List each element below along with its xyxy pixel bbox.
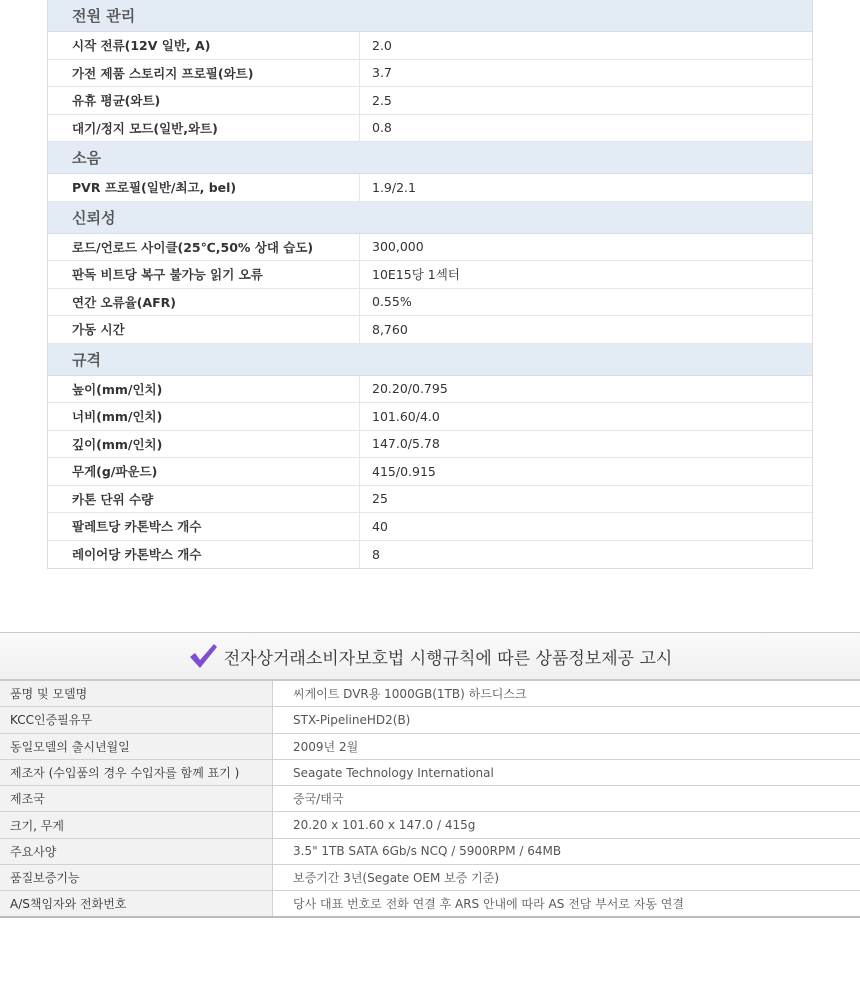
notice-label: A/S책임자와 전화번호 [0, 891, 273, 915]
notice-row [0, 707, 860, 733]
spec-row [48, 60, 812, 88]
spec-value: 8,760 [372, 321, 408, 337]
notice-value: 당사 대표 번호로 전화 연결 후 ARS 안내에 따라 AS 전담 부서로 자동 연결 [293, 897, 684, 912]
spec-row [48, 87, 812, 115]
spec-value: 10E15당 1섹터 [372, 267, 460, 283]
spec-row [48, 234, 812, 262]
notice-row [0, 760, 860, 786]
notice-value: Seagate Technology International [293, 765, 494, 780]
notice-value: 중국/태국 [293, 792, 344, 807]
spec-label: 시작 전류(12V 일반, A) [48, 32, 360, 59]
spec-label: PVR 프로필(일반/최고, bel) [48, 174, 360, 201]
notice-value: STX-PipelineHD2(B) [293, 712, 411, 727]
section-header: 소음 [48, 142, 812, 174]
notice-label: 품질보증기능 [0, 865, 273, 890]
spec-value: 0.8 [372, 120, 392, 136]
spec-value: 300,000 [372, 239, 424, 255]
spec-label: 레이어당 카톤박스 개수 [48, 541, 360, 569]
spec-value: 101.60/4.0 [372, 408, 440, 424]
spec-label: 가동 시간 [48, 316, 360, 343]
spec-row [48, 486, 812, 514]
notice-row [0, 839, 860, 865]
notice-label: 동일모델의 출시년월일 [0, 734, 273, 759]
product-info-notice [0, 632, 860, 918]
spec-table [47, 0, 813, 569]
notice-row [0, 891, 860, 917]
spec-value: 20.20/0.795 [372, 381, 448, 397]
spec-label: 로드/언로드 사이클(25℃,50% 상대 습도) [48, 234, 360, 261]
spec-row [48, 316, 812, 344]
spec-row [48, 513, 812, 541]
section-header: 신뢰성 [48, 202, 812, 234]
spec-label: 가전 제품 스토리지 프로필(와트) [48, 60, 360, 87]
spec-value: 1.9/2.1 [372, 179, 416, 195]
notice-label: 크기, 무게 [0, 812, 273, 837]
spec-row [48, 376, 812, 404]
spec-label: 판독 비트당 복구 불가능 읽기 오류 [48, 261, 360, 288]
spec-label: 높이(mm/인치) [48, 376, 360, 403]
spec-row [48, 32, 812, 60]
spec-row [48, 458, 812, 486]
notice-value: 2009년 2월 [293, 739, 359, 754]
spec-row [48, 431, 812, 459]
spec-value: 8 [372, 546, 380, 562]
spec-value: 415/0.915 [372, 463, 436, 479]
notice-row [0, 865, 860, 891]
spec-value: 2.0 [372, 37, 392, 53]
spec-label: 유휴 평균(와트) [48, 87, 360, 114]
spec-label: 대기/정지 모드(일반,와트) [48, 115, 360, 142]
spec-value: 147.0/5.78 [372, 436, 440, 452]
check-mark-icon [188, 642, 218, 670]
spec-label: 깊이(mm/인치) [48, 431, 360, 458]
notice-title-bar [0, 633, 860, 681]
notice-row [0, 786, 860, 812]
spec-value: 25 [372, 491, 388, 507]
notice-label: 품명 및 모델명 [0, 681, 273, 706]
spec-row [48, 261, 812, 289]
spec-value: 2.5 [372, 92, 392, 108]
spec-label: 팔레트당 카톤박스 개수 [48, 513, 360, 540]
section-header: 규격 [48, 344, 812, 376]
notice-label: KCC인증필유무 [0, 707, 273, 732]
spec-row [48, 115, 812, 143]
notice-value: 20.20 x 101.60 x 147.0 / 415g [293, 818, 476, 833]
spec-row [48, 541, 812, 569]
spec-value: 40 [372, 518, 388, 534]
notice-row [0, 681, 860, 707]
spec-label: 무게(g/파운드) [48, 458, 360, 485]
spec-row [48, 403, 812, 431]
notice-row [0, 734, 860, 760]
notice-value: 씨게이트 DVR용 1000GB(1TB) 하드디스크 [293, 687, 527, 702]
notice-rows [0, 681, 860, 918]
notice-label: 제조국 [0, 786, 273, 811]
notice-row [0, 812, 860, 838]
spec-row [48, 289, 812, 317]
spec-row [48, 174, 812, 202]
notice-label: 주요사양 [0, 839, 273, 864]
notice-title: 전자상거래소비자보호법 시행규칙에 따른 상품정보제공 고시 [223, 648, 673, 669]
notice-value: 3.5" 1TB SATA 6Gb/s NCQ / 5900RPM / 64MB [293, 844, 562, 859]
spec-label: 카톤 단위 수량 [48, 486, 360, 513]
spec-label: 연간 오류율(AFR) [48, 289, 360, 316]
notice-label: 제조자 (수입품의 경우 수입자를 함께 표기 ) [0, 760, 273, 785]
spec-value: 0.55% [372, 294, 412, 310]
section-header: 전원 관리 [48, 0, 812, 32]
spec-label: 너비(mm/인치) [48, 403, 360, 430]
notice-value: 보증기간 3년(Segate OEM 보증 기준) [293, 871, 500, 886]
spec-value: 3.7 [372, 65, 392, 81]
